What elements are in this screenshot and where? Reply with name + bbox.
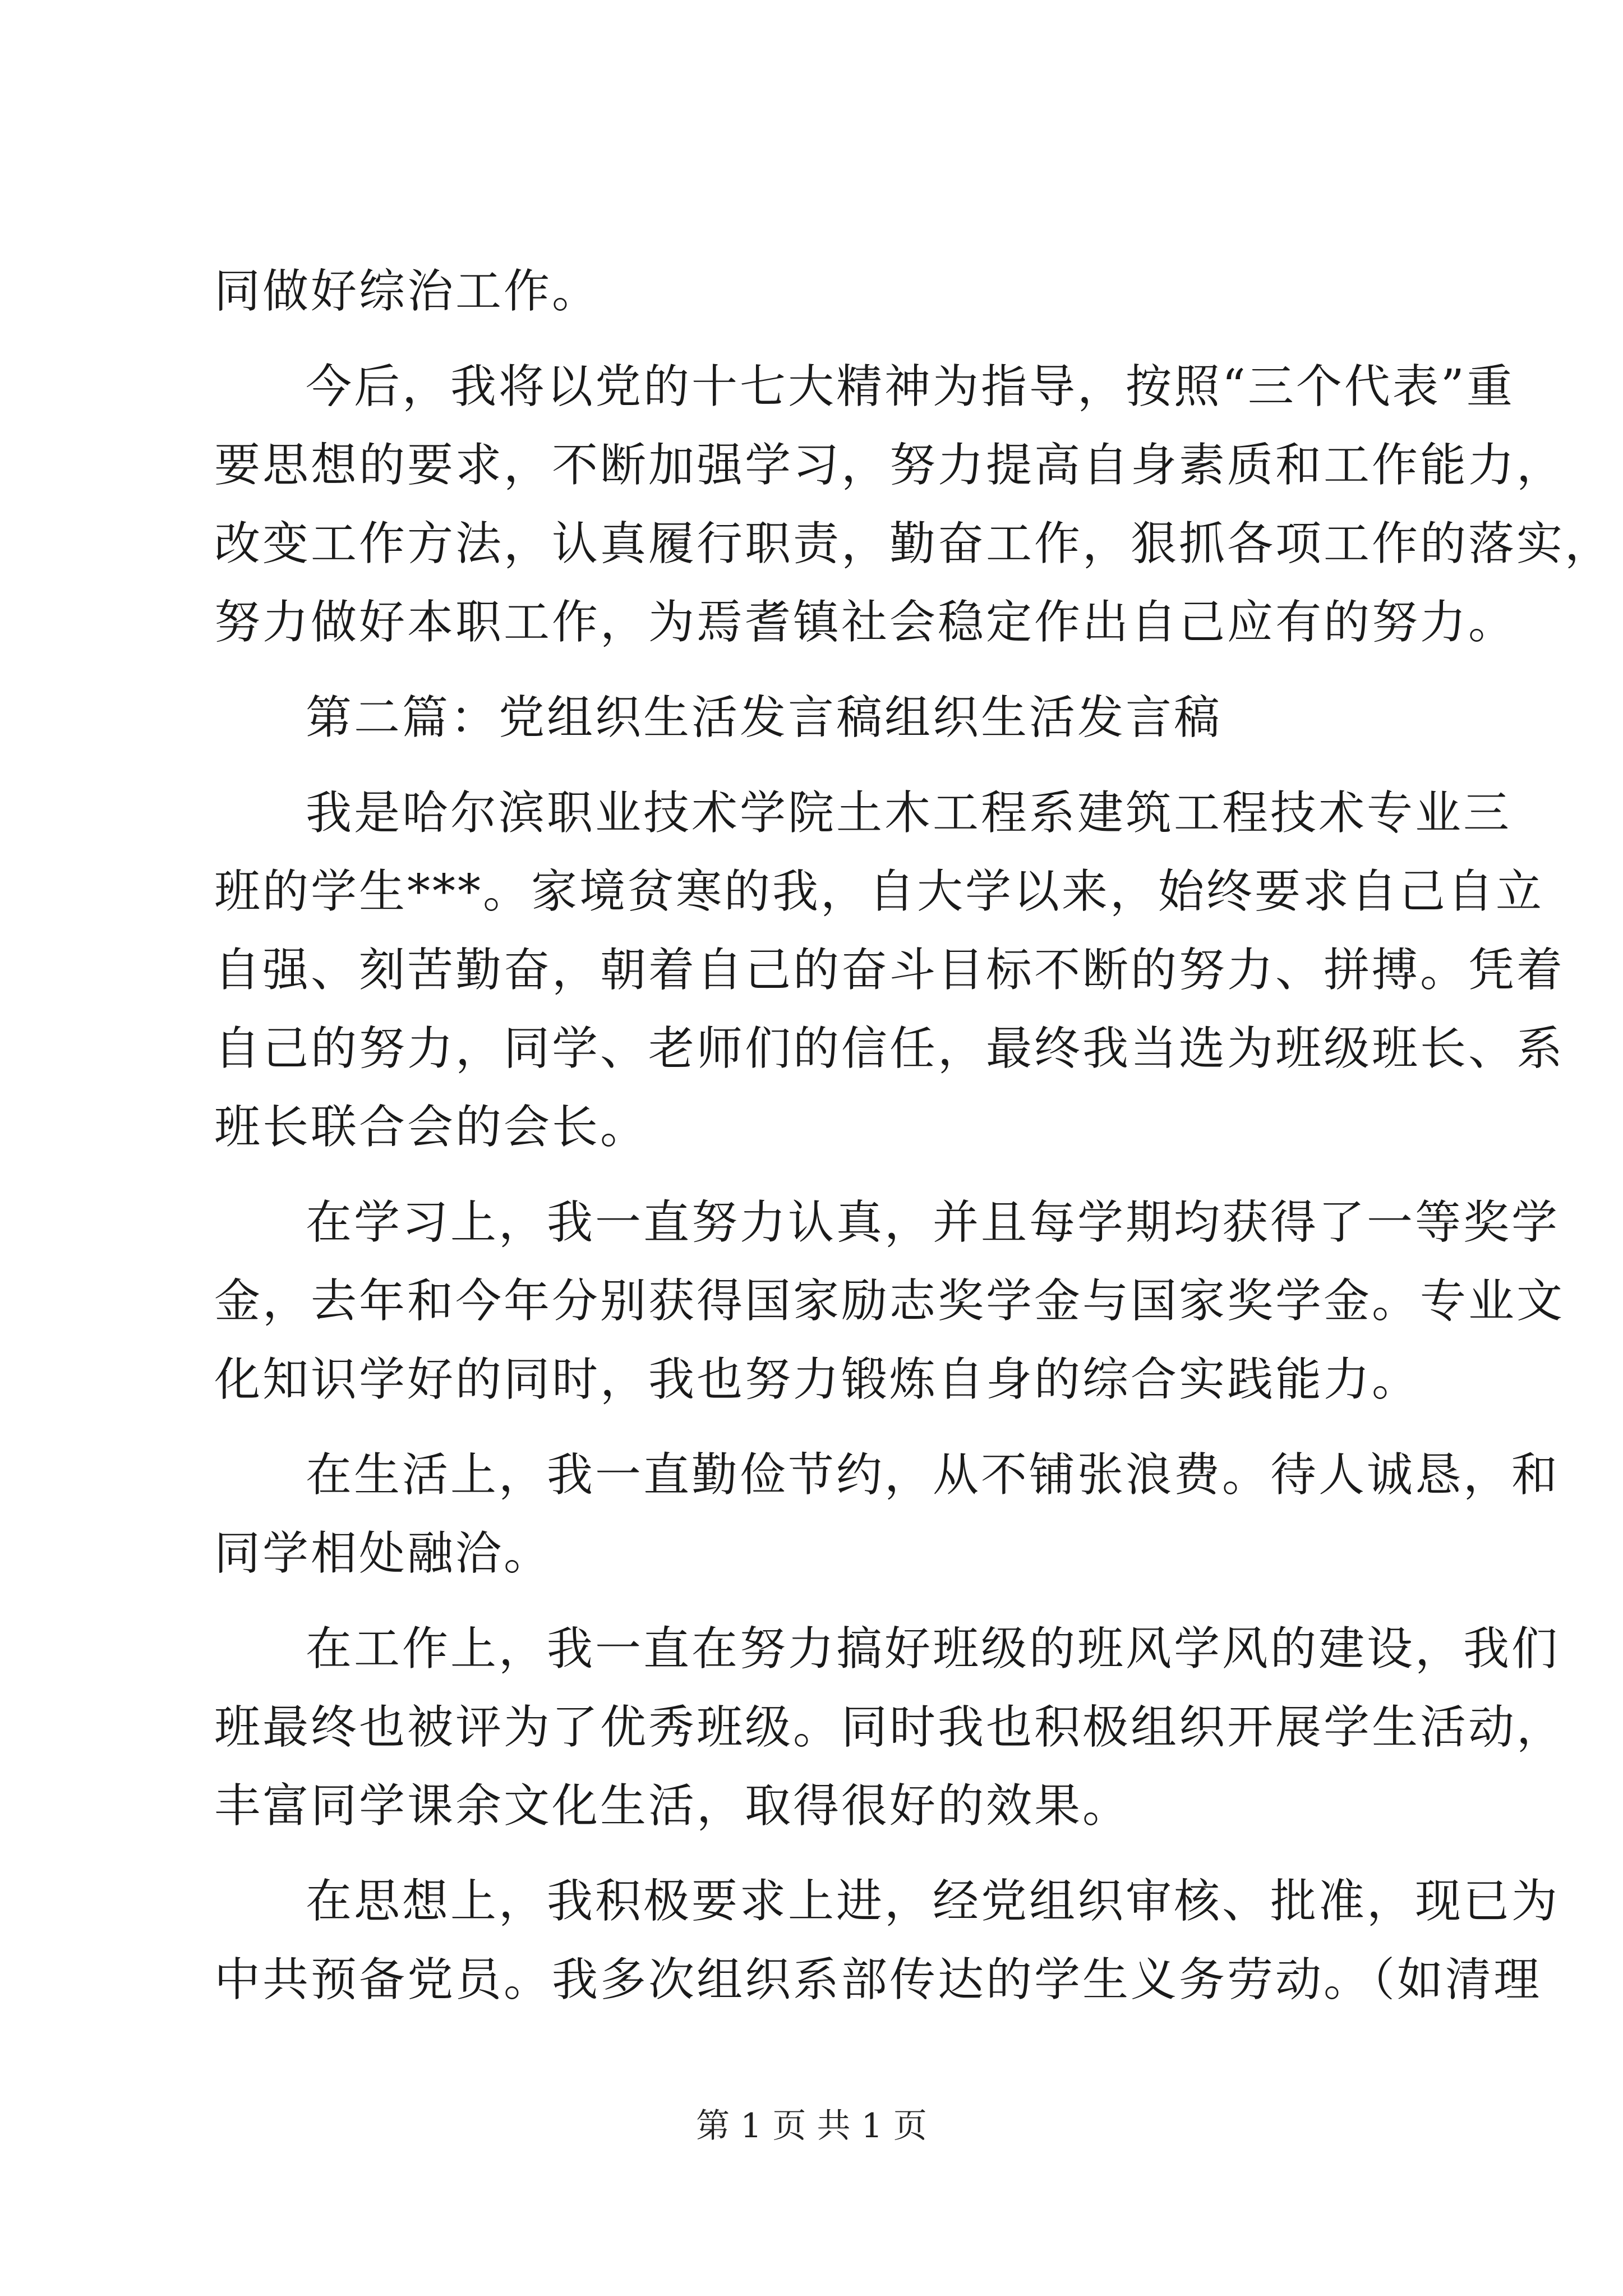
text-line: 同做好综治工作。 (214, 265, 601, 318)
text-line: 要思想的要求，不断加强学习，努力提高自身素质和工作能力， (214, 439, 1565, 492)
text-line: 化知识学好的同时，我也努力锻炼自身的综合实践能力。 (214, 1353, 1421, 1406)
section-heading: 第二篇：党组织生活发言稿组织生活发言稿 (306, 691, 1223, 744)
text-line: 自己的努力，同学、老师们的信任，最终我当选为班级班长、系 (214, 1022, 1565, 1075)
text-line: 在思想上，我积极要求上进，经党组织审核、批准，现已为 (306, 1875, 1560, 1928)
text-line: 在学习上，我一直努力认真，并且每学期均获得了一等奖学 (306, 1196, 1560, 1249)
text-line: 班最终也被评为了优秀班级。同时我也积极组织开展学生活动， (214, 1701, 1565, 1754)
text-line: 在生活上，我一直勤俭节约，从不铺张浪费。待人诚恳，和 (306, 1448, 1560, 1502)
text-line: 我是哈尔滨职业技术学院土木工程系建筑工程技术专业三 (306, 786, 1512, 840)
text-line: 班长联合会的会长。 (214, 1101, 649, 1154)
text-line: 今后，我将以党的十七大精神为指导，按照“三个代表”重 (306, 360, 1515, 413)
text-line: 同学相处融洽。 (214, 1527, 552, 1580)
text-line: 自强、刻苦勤奋，朝着自己的奋斗目标不断的努力、拼搏。凭着 (214, 944, 1565, 997)
page-footer: 第 1 页 共 1 页 (696, 2106, 927, 2146)
text-line: 改变工作方法，认真履行职责，勤奋工作，狠抓各项工作的落实， (214, 517, 1613, 570)
text-line: 努力做好本职工作，为焉耆镇社会稳定作出自己应有的努力。 (214, 596, 1517, 649)
text-line: 在工作上，我一直在努力搞好班级的班风学风的建设，我们 (306, 1622, 1560, 1676)
text-line: 丰富同学课余文化生活，取得很好的效果。 (214, 1779, 1131, 1833)
text-line: 中共预备党员。我多次组织系部传达的学生义务劳动。（如清理 (214, 1953, 1542, 2007)
text-line: 金，去年和今年分别获得国家励志奖学金与国家奖学金。专业文 (214, 1274, 1565, 1328)
text-line: 班的学生***。家境贫寒的我，自大学以来，始终要求自己自立 (214, 865, 1544, 918)
